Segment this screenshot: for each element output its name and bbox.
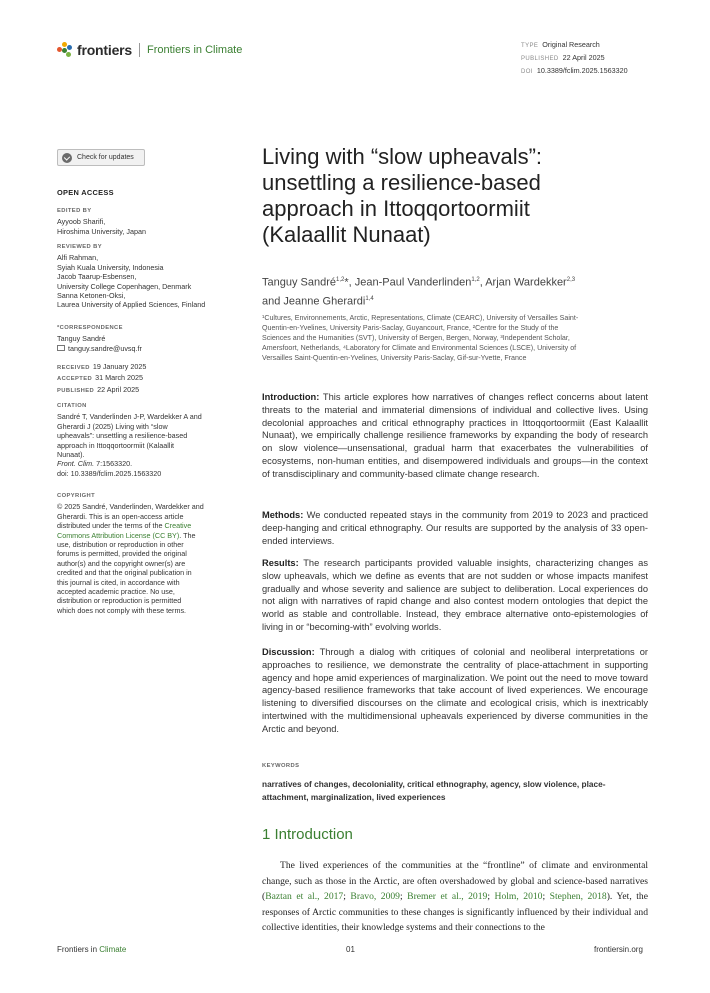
- citation-link[interactable]: Baztan et al., 2017: [265, 891, 344, 903]
- footer-journal: Frontiers in Climate: [57, 945, 127, 954]
- body-paragraph: The lived experiences of the communities at the “frontline” of climate and environmental change, such as those in the Arctic, are often overshadowed by global and science-based narratives (Baztan et al., 2017; Bravo, 2009; Bremer et al., 2019; Holm, 2010; Stephen, 2018). Yet, the responses of Arctic communities to these changes is significantly influenced by their individual and collective identities, their knowledge systems and their connections to the: [262, 860, 648, 934]
- correspondence: *CORRESPONDENCE Tanguy Sandré tanguy.sandre@uvsq.fr: [57, 324, 237, 353]
- check-updates-label: Check for updates: [77, 154, 134, 161]
- meta-published: PUBLISHED 22 April 2025: [521, 53, 605, 62]
- meta-doi[interactable]: DOI 10.3389/fclim.2025.1563320: [521, 66, 628, 75]
- journal-name: Frontiers in Climate: [147, 44, 243, 56]
- frontiers-logo[interactable]: [57, 41, 242, 59]
- citation-link[interactable]: Stephen, 2018: [549, 891, 607, 903]
- check-for-updates-button[interactable]: [57, 149, 145, 166]
- logo-divider: [139, 43, 140, 57]
- reviewed-by: REVIEWED BY Alfi Rahman, Syiah Kuala University, Indonesia Jacob Taarup-Esbensen, University College Copenhagen, Denmark Sanna Ketonen-Oksi, Laurea University of Applied Sciences, Finland: [57, 244, 206, 310]
- abstract-introduction: Introduction: This article explores how narratives of changes reflect concerns about latent threats to the material and immaterial dimensions of individual and collective lives. Using decolonial approaches and critical ethnography practices in Ittoqqortoormiit (East Kalaallit Nunaat), we empirically challenge resilience frameworks by expanding the body of research on slow violence—unsensational, gradual harm that exacerbates the vulnerabilities of ecosystems, non-human entities, and disempowered individuals and groups—in the context of transdisciplinary and community-based climate change research.: [262, 392, 648, 479]
- abstract-methods: Methods: We conducted repeated stays in the community from 2019 to 2023 and practiced deep-hanging and critical ethnography. Our results are supported by the analysis of 33 open-ended interviews.: [262, 510, 648, 546]
- abstract-discussion: Discussion: Through a dialog with critiques of colonial and neoliberal interpretations or approaches to resilience, we demonstrate the centrality of place-attachment in supporting agency and hope amid experiences of marginalization. We point out the need to move toward agency-based resilience frameworks that take account of lived experiences. We encourage listening to diversified discourses on the climate and ecological crisis, which is inextricably intertwined with the multidimensional upheavals experienced by diverse communities in the Arctic and beyond.: [262, 647, 648, 734]
- meta-type: TYPE Original Research: [521, 40, 600, 49]
- author-name[interactable]: and Jeanne Gherardi: [262, 295, 366, 308]
- mail-icon: [57, 345, 65, 351]
- article-meta: [521, 39, 628, 78]
- copyright: COPYRIGHT © 2025 Sandré, Vanderlinden, Wardekker and Gherardi. This is an open-access article distributed under the terms of the Creative Commons Attribution License (CC BY). The use, distribution or reproduction in other forums is permitted, provided the original author(s) and the copyright owner(s) are credited and that the original publication in this journal is cited, in accordance with accepted academic practice. No use, distribution or reproduction is permitted which does not comply with these terms.: [57, 493, 204, 615]
- author-name[interactable]: Arjan Wardekker: [485, 276, 567, 289]
- keywords-heading: KEYWORDS: [262, 763, 300, 769]
- affiliations: ¹Cultures, Environnements, Arctic, Representations, Climate (CEARC), University of Versailles Saint- Quentin-en-Yvelines, University Paris-Saclay, Guyancourt, France, ²Centre for the Study of the Sciences and the Humanities (SVT), University of Bergen, Bergen, Norway, ³Independent Scholar, Amersfoort, Netherlands, ⁴Laboratory for Climate and Environmental Sciences (LSCE), University of Versailles Saint-Quentin-en-Yvelines, University Paris-Saclay, Gif-sur-Yvette, France: [262, 314, 579, 363]
- citation-link[interactable]: Bravo, 2009: [350, 891, 400, 903]
- edited-by: EDITED BY Ayyoob Sharifi, Hiroshima University, Japan: [57, 208, 146, 236]
- abstract-results: Results: The research participants provided valuable insights, characterizing changes as slow upheavals, which we define as events that are not sudden or whose impacts manifest gradually and whose severity and salience are subject to deliberation. Local experiences do not align with narratives of rapid change and also contest modern ontologies that depict the world as stable and controllable. Instead, they embrace alternative onto-epistemologies of living in or “becoming-with” evolving worlds.: [262, 558, 648, 632]
- frontiers-logo-icon: [57, 42, 73, 58]
- author-list: Tanguy Sandré$^{1,2}$*, Jean-Paul Vanderlinden$^{1,2}$, Arjan Wardekker$^{2,3}$ and Jeanne Gherardi$^{1,4}$: [262, 276, 576, 308]
- author-name[interactable]: Tanguy Sandré: [262, 276, 336, 289]
- check-updates-icon: [62, 153, 72, 163]
- citation-doi[interactable]: doi: 10.3389/fclim.2025.1563320: [57, 468, 162, 478]
- open-access-label: OPEN ACCESS: [57, 188, 114, 197]
- article-dates: RECEIVED 19 January 2025 ACCEPTED 31 March 2025 PUBLISHED 22 April 2025: [57, 362, 147, 394]
- correspondence-email[interactable]: tanguy.sandre@uvsq.fr: [57, 344, 237, 353]
- logo-wordmark: frontiers: [77, 42, 132, 58]
- footer-site-link[interactable]: frontiersin.org: [594, 945, 643, 954]
- keywords: narratives of changes, decoloniality, critical ethnography, agency, slow violence, place-attachment, marginalization, lived experiences: [262, 779, 606, 802]
- cc-license-link-2[interactable]: Commons Attribution License (CC BY): [57, 530, 180, 540]
- section-heading: 1 Introduction: [262, 826, 353, 843]
- article-title: Living with “slow upheavals”: unsettling a resilience-based approach in Ittoqqortoormiit (Kalaallit Nunaat): [262, 144, 543, 247]
- citation: CITATION Sandré T, Vanderlinden J-P, Wardekker A and Gherardi J (2025) Living with “slow upheavals”: unsettling a resilience-based approach in Ittoqqortoormiit (Kalaallit Nunaat). Front. Clim. 7:1563320. doi: 10.3389/fclim.2025.1563320: [57, 402, 237, 478]
- citation-link[interactable]: Holm, 2010: [494, 891, 543, 903]
- citation-link[interactable]: Bremer et al., 2019: [407, 891, 488, 903]
- author-name[interactable]: Jean-Paul Vanderlinden: [354, 276, 472, 289]
- page-number: 01: [346, 945, 355, 954]
- cc-license-link[interactable]: Creative: [164, 521, 192, 531]
